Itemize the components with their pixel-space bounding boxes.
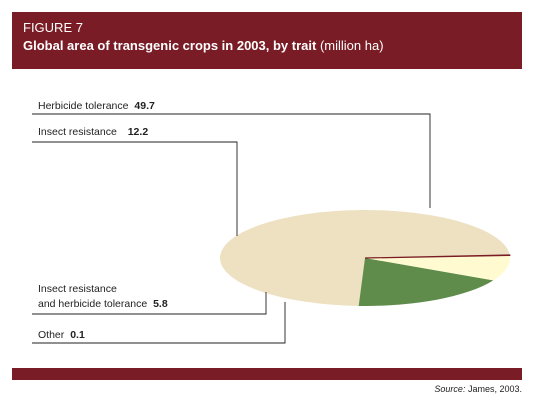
- label-insect-and-herbicide-line1: Insect resistance: [38, 283, 117, 295]
- label-other: [38, 329, 85, 341]
- label-herbicide-tolerance-value: 49.7: [134, 100, 155, 112]
- source-note: [434, 384, 522, 394]
- figure-title-text: Global area of transgenic crops in 2003, by trait: [23, 38, 317, 53]
- label-insect-and-herbicide-line2: and herbicide tolerance: [38, 298, 148, 310]
- leader-line-insect: [32, 142, 237, 236]
- label-insect-and-herbicide-value: 5.8: [153, 298, 168, 310]
- label-other-value: 0.1: [70, 329, 85, 341]
- label-insect-resistance-value: 12.2: [127, 126, 149, 138]
- source-prefix: Source:: [434, 384, 466, 394]
- figure-title-unit: (million ha): [319, 38, 384, 53]
- label-insect-resistance-name: Insect resistance: [38, 126, 117, 138]
- label-other-name: Other: [38, 329, 65, 341]
- footer-bar: [12, 368, 522, 380]
- pie-slices: [220, 210, 510, 306]
- label-herbicide-tolerance-name: Herbicide tolerance: [38, 100, 129, 112]
- label-insect-resistance: [38, 126, 148, 138]
- label-herbicide-tolerance: [38, 100, 155, 112]
- figure-label: FIGURE 7: [23, 20, 83, 35]
- source-text: James, 2003.: [467, 384, 522, 394]
- label-insect-and-herbicide: [38, 298, 168, 310]
